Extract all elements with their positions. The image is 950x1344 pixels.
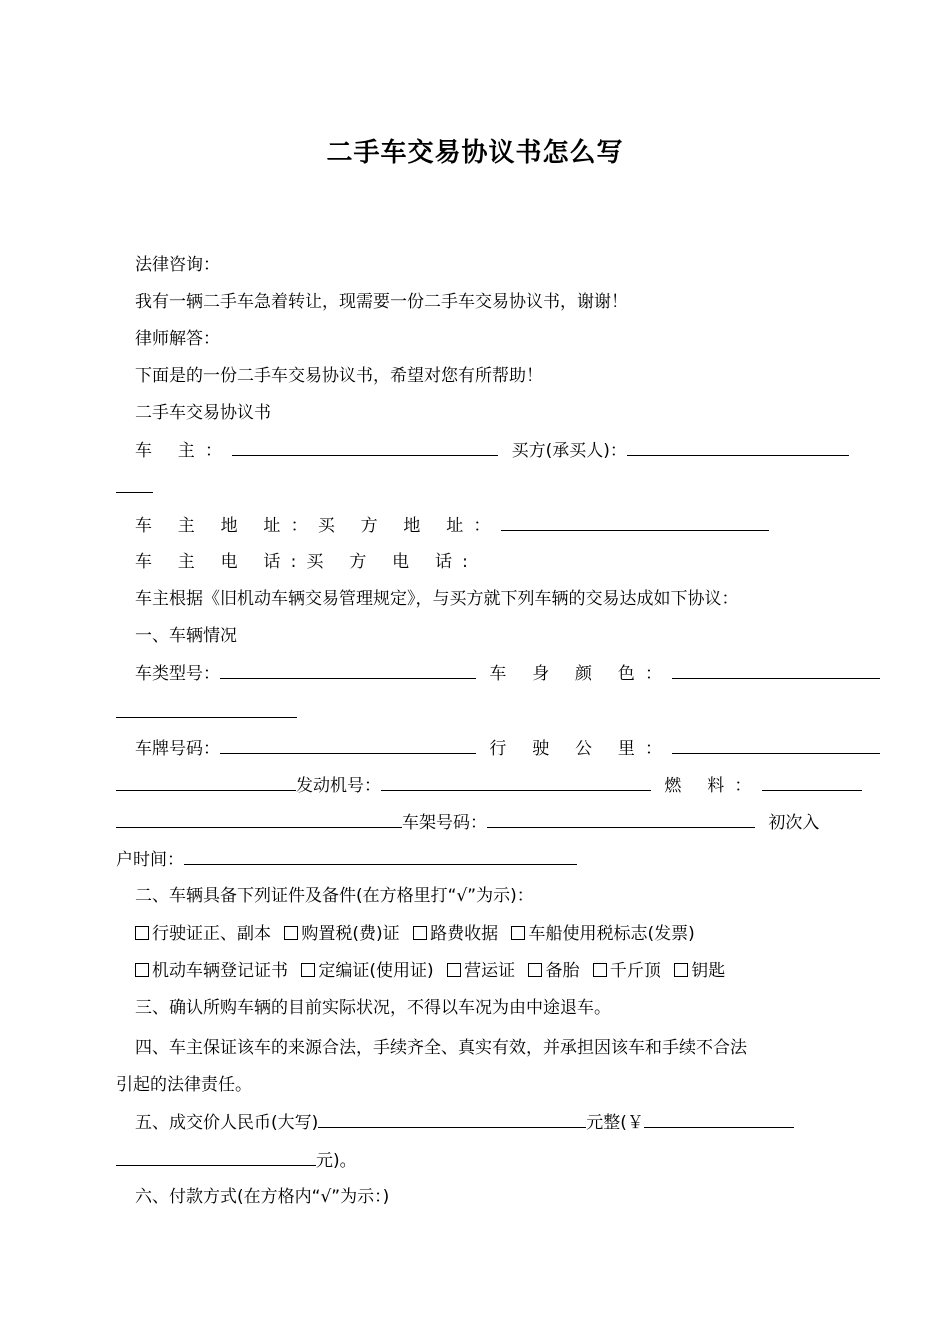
- plate-label: 车牌号码：: [135, 739, 220, 759]
- buyer-address-label: 买 方 地 址：: [317, 516, 501, 536]
- checkbox[interactable]: [593, 963, 607, 977]
- checkbox[interactable]: [528, 963, 542, 977]
- docs-row-2: [116, 959, 836, 983]
- consult-question: 我有一辆二手车急着转让，现需要一份二手车交易协议书，谢谢！: [135, 292, 628, 312]
- first-reg-line: [116, 847, 836, 872]
- price-label: 五、成交价人民币(大写): [135, 1113, 319, 1133]
- frame-line: [116, 810, 836, 835]
- checkbox[interactable]: [284, 926, 298, 940]
- color-field[interactable]: [672, 661, 880, 679]
- agreement-intro: 车主根据《旧机动车辆交易管理规定》，与买方就下列车辆的交易达成如下协议：: [135, 589, 739, 609]
- color-label: 车 身 颜 色：: [489, 664, 673, 684]
- buyer-label: 买方(承买人)：: [511, 441, 627, 461]
- plate-mileage-line: [116, 736, 836, 761]
- mileage-field[interactable]: [672, 736, 880, 754]
- address-line: [116, 513, 836, 538]
- doc-label: 定编证(使用证): [318, 961, 434, 981]
- price-yuan-label: 元整(￥: [586, 1113, 644, 1133]
- section-6-title: 六、付款方式(在方格内“√”为示：): [135, 1187, 390, 1207]
- buyer-address-field[interactable]: [501, 513, 769, 531]
- consult-label: 法律咨询：: [135, 255, 220, 275]
- checkbox[interactable]: [135, 926, 149, 940]
- doc-label: 备胎: [545, 961, 580, 981]
- buyer-field-continued[interactable]: [116, 492, 153, 493]
- model-field[interactable]: [220, 661, 476, 679]
- owner-label: 车 主：: [135, 441, 233, 461]
- section-2-title: 二、车辆具备下列证件及备件(在方格里打“√”为示)：: [135, 886, 534, 906]
- buyer-phone-label: 买 方 电 话:: [306, 552, 479, 572]
- color-field-continued[interactable]: [116, 717, 297, 718]
- doc-label: 机动车辆登记证书: [152, 961, 288, 981]
- doc-label: 营运证: [464, 961, 516, 981]
- frame-label: 车架号码：: [402, 813, 487, 833]
- agreement-heading: 二手车交易协议书: [135, 403, 271, 423]
- engine-label: 发动机号：: [296, 776, 381, 796]
- checkbox[interactable]: [135, 963, 149, 977]
- fuel-label: 燃 料：: [664, 776, 762, 796]
- price-words-field[interactable]: [318, 1110, 586, 1128]
- first-reg-label-end: 户时间：: [116, 850, 184, 870]
- price-line-2: [116, 1148, 836, 1173]
- doc-label: 千斤顶: [609, 961, 661, 981]
- first-reg-field[interactable]: [184, 847, 577, 865]
- model-label: 车类型号：: [135, 664, 220, 684]
- answer-label: 律师解答：: [135, 329, 220, 349]
- price-number-field[interactable]: [644, 1110, 794, 1128]
- doc-label: 钥匙: [691, 961, 726, 981]
- section-1-title: 一、车辆情况: [135, 626, 237, 646]
- owner-field[interactable]: [232, 438, 498, 456]
- mileage-label: 行 驶 公 里：: [489, 739, 673, 759]
- section-3: 三、确认所购车辆的目前实际状况，不得以车况为由中途退车。: [135, 998, 611, 1018]
- owner-address-label: 车 主 地 址：: [135, 516, 318, 536]
- section-4-line-2: 引起的法律责任。: [116, 1075, 252, 1095]
- doc-label: 行驶证正、副本: [152, 924, 271, 944]
- owner-buyer-line: [116, 438, 836, 463]
- doc-label: 购置税(费)证: [301, 924, 400, 944]
- price-line: [116, 1110, 836, 1135]
- docs-row-1: [116, 922, 836, 946]
- phone-line: [116, 550, 836, 574]
- fuel-field-continued[interactable]: [116, 810, 402, 828]
- doc-label: 路费收据: [430, 924, 499, 944]
- checkbox[interactable]: [674, 963, 688, 977]
- price-number-field-continued[interactable]: [116, 1148, 316, 1166]
- buyer-field[interactable]: [627, 438, 849, 456]
- doc-label: 车船使用税标志(发票): [528, 924, 695, 944]
- model-color-line: [116, 661, 836, 686]
- engine-field[interactable]: [381, 773, 651, 791]
- owner-phone-label: 车 主 电 话:: [135, 552, 307, 572]
- checkbox[interactable]: [413, 926, 427, 940]
- mileage-field-continued[interactable]: [116, 773, 296, 791]
- plate-field[interactable]: [220, 736, 476, 754]
- frame-field[interactable]: [487, 810, 755, 828]
- checkbox[interactable]: [511, 926, 525, 940]
- price-end: 元)。: [316, 1151, 357, 1171]
- checkbox[interactable]: [301, 963, 315, 977]
- engine-fuel-line: [116, 773, 836, 798]
- first-reg-label-start: 初次入: [768, 813, 820, 833]
- checkbox[interactable]: [447, 963, 461, 977]
- fuel-field[interactable]: [762, 773, 862, 791]
- page-title: 二手车交易协议书怎么写: [326, 138, 624, 168]
- section-4-line-1: 四、车主保证该车的来源合法，手续齐全、真实有效，并承担因该车和手续不合法: [135, 1038, 747, 1058]
- answer-text: 下面是的一份二手车交易协议书，希望对您有所帮助！: [135, 366, 543, 386]
